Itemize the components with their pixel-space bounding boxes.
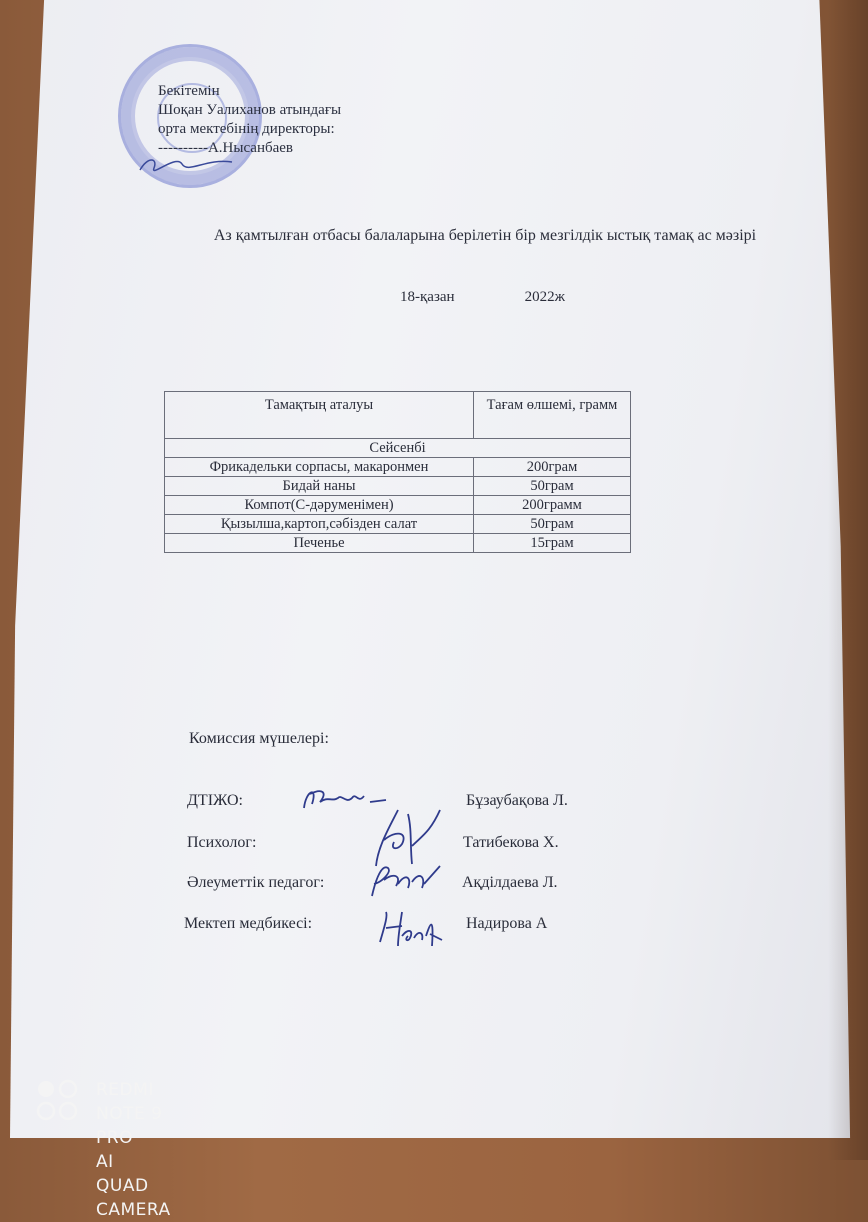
- dish-weight: 50грам: [474, 515, 631, 534]
- dish-weight: 15грам: [474, 534, 631, 553]
- camera-label: AI QUAD CAMERA: [96, 1152, 171, 1220]
- member-role: Мектеп медбикесі:: [184, 915, 313, 932]
- approval-line: Шоқан Уалиханов атындағы: [158, 102, 342, 118]
- approval-line: орта мектебінің директоры:: [158, 121, 335, 137]
- camera-model: REDMI NOTE 9 PRO: [96, 1080, 163, 1148]
- dish-weight: 200грамм: [474, 496, 631, 515]
- table-row: [165, 534, 631, 553]
- member-name: Надирова А: [466, 915, 548, 932]
- member-role: Психолог:: [187, 834, 257, 851]
- table-header-row: [165, 392, 631, 439]
- date-line: [400, 289, 565, 306]
- signature-social-pedagogue: [362, 858, 442, 902]
- member-role: ДТІЖО:: [187, 792, 243, 809]
- commission-heading: Комиссия мүшелері:: [189, 730, 329, 747]
- page-shadow: [828, 0, 868, 1160]
- dish-name: Печенье: [165, 534, 474, 553]
- approval-line: ----------А.Нысанбаев: [158, 140, 293, 156]
- dish-weight: 200грам: [474, 458, 631, 477]
- document-title: Аз қамтылған отбасы балаларына берілетін бір мезгілдік ыстық тамақ ас мәзірі: [213, 227, 757, 244]
- member-name: Ақділдаева Л.: [462, 874, 558, 891]
- director-signature: [136, 148, 236, 178]
- section-row: [165, 439, 631, 458]
- camera-lens-icon: [36, 1078, 80, 1124]
- table-row: [165, 515, 631, 534]
- approval-line: Бекітемін: [158, 83, 220, 99]
- table-row: [165, 458, 631, 477]
- table-row: [165, 496, 631, 515]
- column-header: Тағам өлшемі, грамм: [474, 392, 631, 439]
- dish-name: Бидай наны: [165, 477, 474, 496]
- menu-table: [164, 391, 631, 553]
- dish-name: Фрикадельки сорпасы, макаронмен: [165, 458, 474, 477]
- member-role: Әлеуметтік педагог:: [187, 874, 325, 891]
- dish-name: Қызылша,картоп,сәбізден салат: [165, 515, 474, 534]
- column-header: Тамақтың аталуы: [165, 392, 474, 439]
- member-name: Татибекова Х.: [463, 834, 559, 851]
- section-label: Сейсенбі: [165, 439, 631, 458]
- dish-name: Компот(С-дәруменімен): [165, 496, 474, 515]
- signature-nurse: [372, 906, 444, 952]
- date-year: 2022ж: [524, 289, 565, 305]
- member-name: Бұзаубақова Л.: [466, 792, 568, 809]
- approval-block: [158, 82, 341, 158]
- table-row: [165, 477, 631, 496]
- date-day: 18-қазан: [400, 289, 455, 305]
- dish-weight: 50грам: [474, 477, 631, 496]
